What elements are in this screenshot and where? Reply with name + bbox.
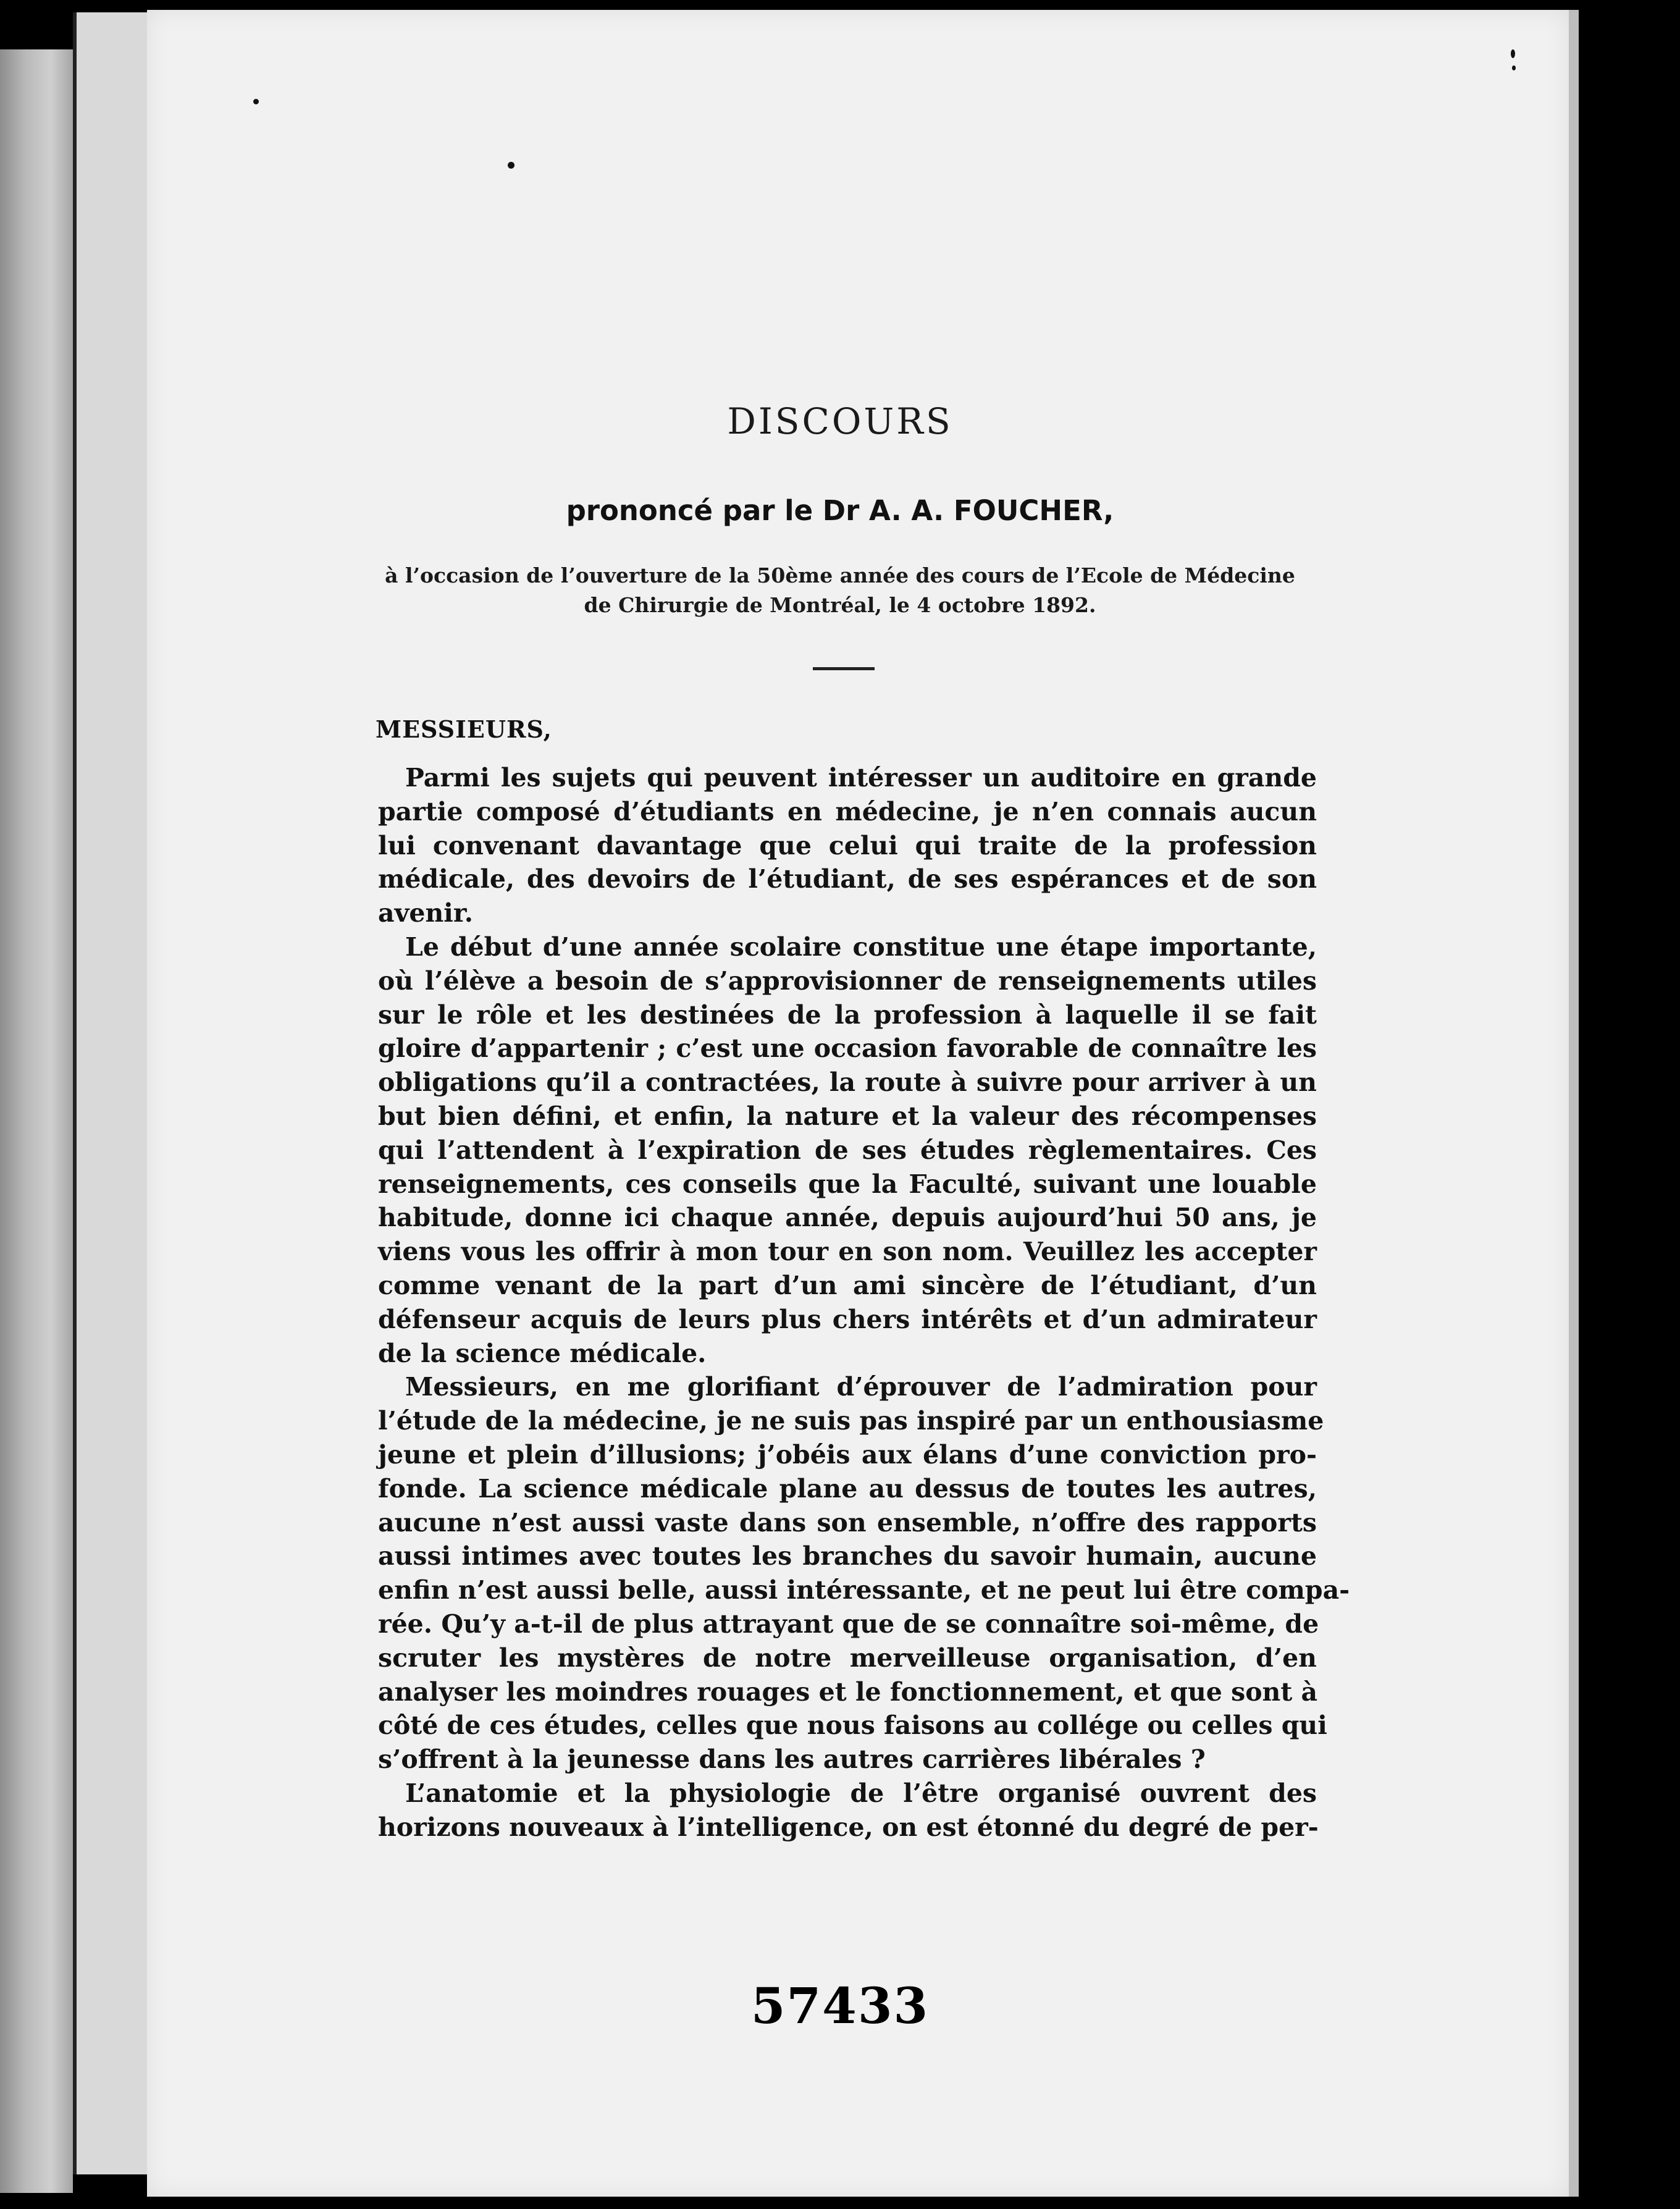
text-line: comme venant de la part d’un ami sincère de l’étudiant, d’un: [378, 1270, 1317, 1300]
text-line: jeune et plein d’illusions; j’obéis aux élans d’une conviction pro-: [378, 1439, 1317, 1470]
text-line: l’étude de la médecine, je ne suis pas inspiré par un enthousiasme: [378, 1406, 1324, 1436]
page-title: DISCOURS: [727, 400, 953, 442]
text-line: qui l’attendent à l’expiration de ses études règlementaires. Ces: [378, 1135, 1317, 1165]
text-line: rée. Qu’y a-t-il de plus attrayant que de se connaître soi-même, de: [378, 1609, 1319, 1639]
text-line: renseignements, ces conseils que la Faculté, suivant une louable: [378, 1169, 1317, 1199]
author-line: prononcé par le Dr A. A. FOUCHER,: [566, 494, 1114, 527]
left-binding-edge: [73, 12, 151, 2174]
scan-speck: [1511, 49, 1515, 58]
text-line: scruter les mystères de notre merveilleuse organisation, d’en: [378, 1643, 1317, 1673]
text-line: sur le rôle et les destinées de la profession à laquelle il se fait: [378, 999, 1317, 1030]
salutation: MESSIEURS,: [376, 715, 552, 743]
title-divider: [813, 667, 875, 670]
text-line: L’anatomie et la physiologie de l’être organisé ouvrent des: [405, 1778, 1317, 1808]
text-line: Messieurs, en me glorifiant d’éprouver de l’admiration pour: [405, 1372, 1317, 1402]
text-line: de la science médicale.: [378, 1338, 707, 1368]
scan-speck: [253, 99, 259, 104]
text-line: obligations qu’il a contractées, la route à suivre pour arriver à un: [378, 1067, 1317, 1098]
text-line: horizons nouveaux à l’intelligence, on est étonné du degré de per-: [378, 1812, 1319, 1842]
text-line: enfin n’est aussi belle, aussi intéressante, et ne peut lui être compa-: [378, 1575, 1350, 1605]
scan-speck: [1512, 65, 1516, 70]
text-line: lui convenant davantage que celui qui traite de la profession: [378, 830, 1317, 860]
left-cover-edge: [0, 49, 73, 2193]
text-line: partie composé d’étudiants en médecine, je n’en connais aucun: [378, 796, 1317, 827]
right-page-edge: [1569, 10, 1579, 2197]
occasion-line-1: à l’occasion de l’ouverture de la 50ème année des cours de l’Ecole de Médecine: [385, 563, 1295, 587]
text-line: côté de ces études, celles que nous faisons au collége ou celles qui: [378, 1710, 1327, 1741]
text-line: avenir.: [378, 898, 473, 928]
scan-speck: [508, 162, 514, 169]
body-text: [378, 761, 1350, 1845]
text-line: défenseur acquis de leurs plus chers intérêts et d’un admirateur: [378, 1304, 1317, 1334]
text-line: aussi intimes avec toutes les branches du savoir humain, aucune: [378, 1541, 1317, 1572]
text-line: gloire d’appartenir ; c’est une occasion favorable de connaître les: [378, 1033, 1317, 1064]
text-line: s’offrent à la jeunesse dans les autres carrières libérales ?: [378, 1744, 1206, 1775]
text-line: aucune n’est aussi vaste dans son ensemble, n’offre des rapports: [378, 1507, 1317, 1538]
text-line: médicale, des devoirs de l’étudiant, de ses espérances et de son: [378, 864, 1317, 894]
occasion-line-2: de Chirurgie de Montréal, le 4 octobre 1892.: [584, 593, 1096, 617]
text-line: Le début d’une année scolaire constitue une étape importante,: [405, 932, 1317, 962]
text-line: Parmi les sujets qui peuvent intéresser un auditoire en grande: [405, 763, 1317, 793]
text-line: fonde. La science médicale plane au dessus de toutes les autres,: [378, 1473, 1317, 1504]
text-line: où l’élève a besoin de s’approvisionner de renseignements utiles: [378, 966, 1317, 996]
text-line: viens vous les offrir à mon tour en son nom. Veuillez les accepter: [378, 1237, 1317, 1267]
catalog-stamp-number: 57433: [750, 1977, 930, 2035]
text-line: but bien défini, et enfin, la nature et la valeur des récompenses: [378, 1101, 1317, 1131]
text-line: analyser les moindres rouages et le fonctionnement, et que sont à: [378, 1677, 1318, 1707]
text-line: habitude, donne ici chaque année, depuis aujourd’hui 50 ans, je: [378, 1203, 1317, 1233]
